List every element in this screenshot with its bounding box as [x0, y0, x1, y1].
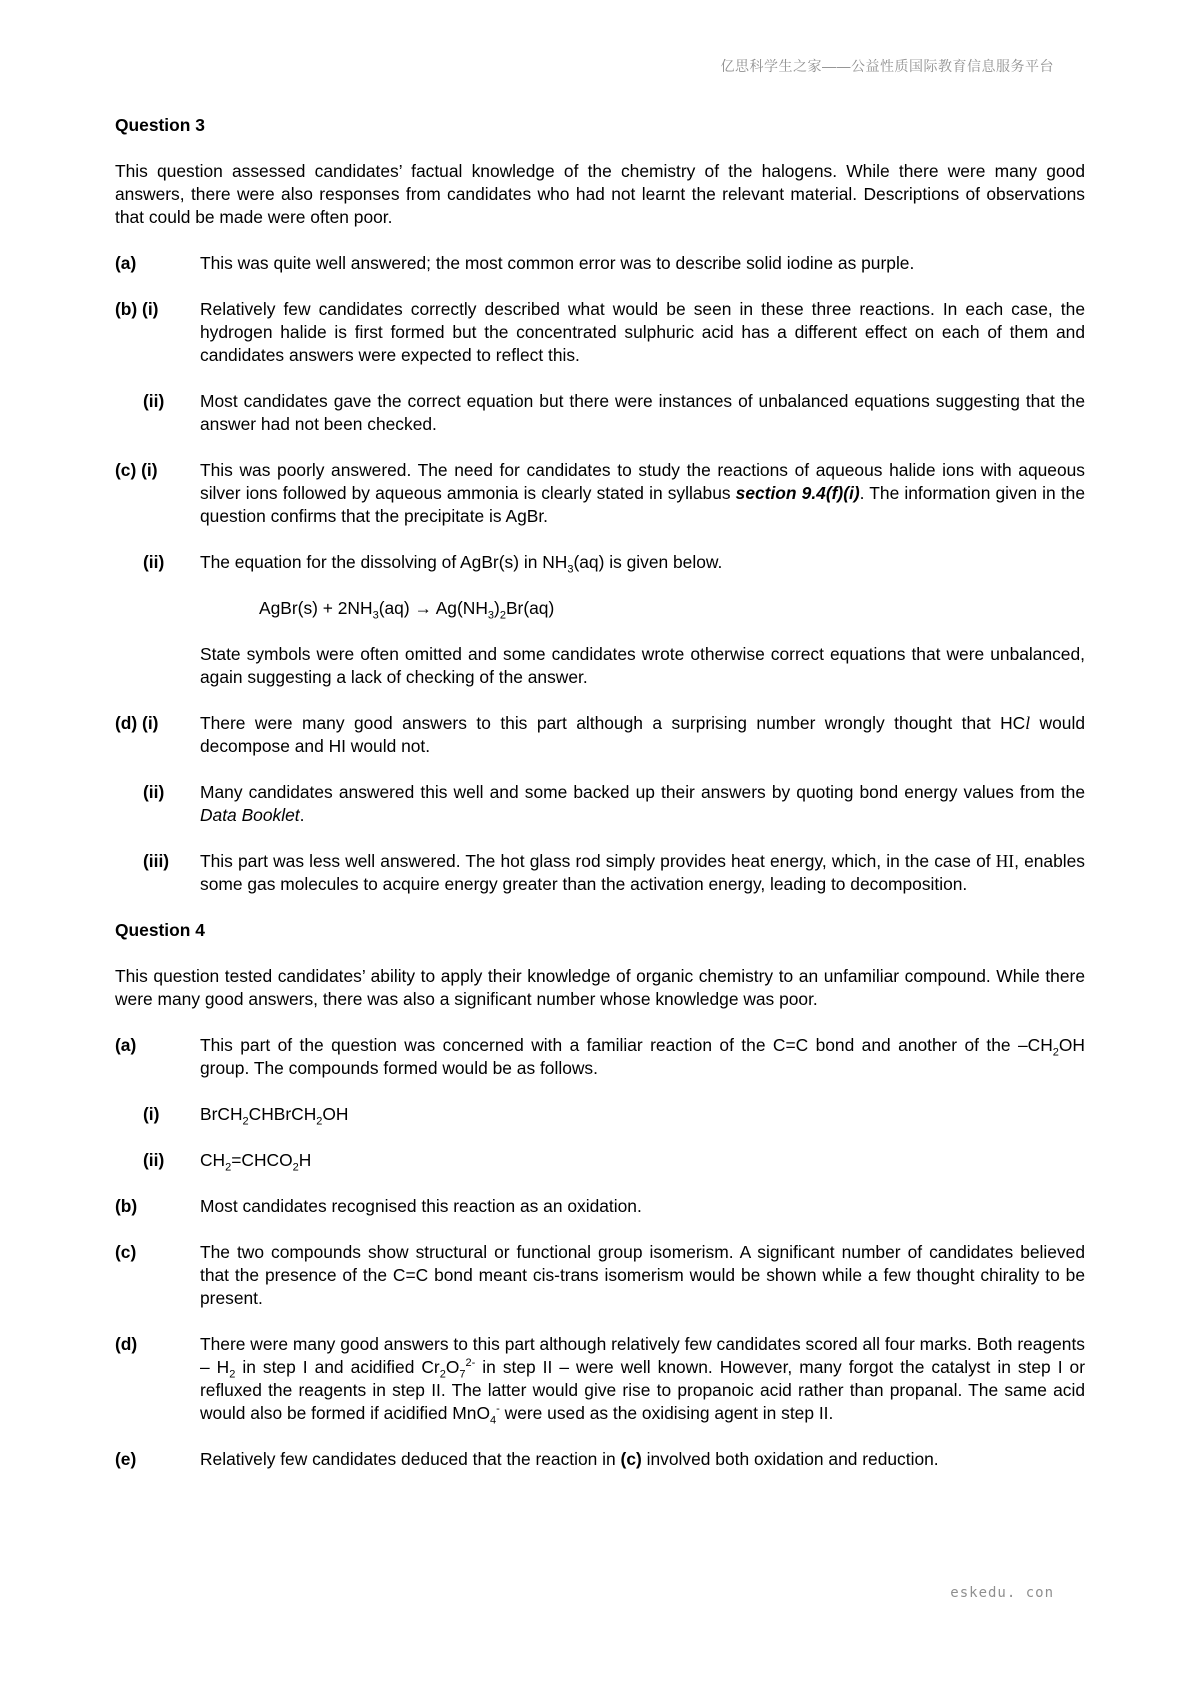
q3-c-ii-note: [115, 643, 1085, 689]
q4-part-c-label: (c): [115, 1242, 137, 1262]
q4-d-s4: 4: [490, 1414, 497, 1427]
q4-part-a-ii-formula: [200, 1149, 1085, 1172]
page-content: [115, 114, 1085, 1494]
footer-watermark: eskedu. con: [950, 1585, 1054, 1601]
data-booklet-reference: Data Booklet: [200, 805, 300, 825]
q4-part-a-ii-label: (ii): [143, 1150, 165, 1170]
question-4-title: Question 4: [115, 920, 205, 940]
question-3-intro: This question assessed candidates’ factual knowledge of the chemistry of the halogens. While there were many good answers, there were also responses from candidates who had not learnt the relevant material. Descriptions of observations that could be made were often poor.: [115, 161, 1085, 227]
q4-part-a-i-formula: [200, 1103, 1085, 1126]
q4-part-e: [115, 1448, 1085, 1471]
q3-c-i-text-2: . The information given in the question confirms that the precipitate is AgBr.: [200, 483, 1085, 526]
eq-part-b: (aq) → Ag(NH: [378, 598, 488, 618]
agbr-ammonia-equation: [259, 597, 1085, 620]
q3-part-c-i-text: [200, 459, 1085, 528]
q3-part-d-i-text: [200, 712, 1085, 758]
q4-d-t4: in step II – were well known. However, many forgot the catalyst in step I or refluxed the reagents in step II. The latter would give rise to propanoic acid rather than propanal. The same acid would also be formed if acidified MnO: [200, 1357, 1086, 1423]
q3-part-c-ii: [115, 551, 1085, 574]
question-4-intro: This question tested candidates’ ability to apply their knowledge of organic chemistry to an unfamiliar compound. While there were many good answers, there was also a significant number whose knowledge was poor.: [115, 966, 1085, 1009]
q4-a-t1: This part of the question was concerned with a familiar reaction of the C=C bond and another of the –CH: [200, 1035, 1053, 1055]
q4-e-ref: (c): [620, 1449, 642, 1469]
q4-d-s2: 2: [439, 1368, 446, 1381]
q4-part-e-text: [200, 1448, 1085, 1471]
q4-d-t5: were used as the oxidising agent in step II.: [499, 1403, 834, 1423]
q3-part-d-iii: [115, 850, 1085, 896]
q4-part-b-text: Most candidates recognised this reaction as an oxidation.: [200, 1196, 642, 1216]
q3-d-iii-t1: This part was less well answered. The hot glass rod simply provides heat energy, which, in the case of: [200, 851, 996, 871]
eq-part-a: AgBr(s) + 2NH: [259, 598, 373, 618]
eq-part-d: Br(aq): [505, 598, 555, 618]
q3-c-ii-s1: 3: [567, 563, 574, 576]
q4-part-a-ii: [115, 1149, 1085, 1172]
q3-d-ii-t2: .: [299, 805, 305, 825]
q3-d-iii-hi: HI: [995, 851, 1015, 871]
f1-s2: 2: [316, 1115, 323, 1128]
q4-d-s3: 7: [459, 1368, 466, 1381]
q4-d-t1: There were many good answers to this part although relatively few candidates scored all four marks. Both reagents – H: [200, 1334, 1085, 1377]
q3-c-ii-t2: (aq) is given below.: [573, 552, 723, 572]
q4-a-s1: 2: [1052, 1046, 1059, 1059]
q4-d-s1: 2: [229, 1368, 236, 1381]
q3-part-c-ii-text: [200, 551, 1085, 574]
q3-c-ii-t1: The equation for the dissolving of AgBr(s) in NH: [200, 552, 568, 572]
f2-p1: CH: [200, 1150, 226, 1170]
q3-part-a-label: (a): [115, 253, 137, 273]
f1-p1: BrCH: [200, 1104, 243, 1124]
f2-p3: H: [298, 1150, 312, 1170]
q4-part-a-i-label: (i): [143, 1104, 160, 1124]
eq-sub-3: 2: [499, 609, 506, 622]
q4-part-d: [115, 1333, 1085, 1425]
q3-part-b-ii-text: Most candidates gave the correct equation but there were instances of unbalanced equations suggesting that the answer had not been checked.: [200, 391, 1085, 434]
q3-part-c-i-label: (c) (i): [115, 460, 158, 480]
q4-e-t1: Relatively few candidates deduced that the reaction in: [200, 1449, 621, 1469]
q3-part-c-ii-label: (ii): [143, 552, 165, 572]
header-watermark: 亿思科学生之家——公益性质国际教育信息服务平台: [720, 58, 1054, 74]
q3-part-b-ii: [115, 390, 1085, 436]
q3-c-i-text-1: This was poorly answered. The need for candidates to study the reactions of aqueous halide ions with aqueous silver ions followed by aqueous ammonia is clearly stated in syllabus: [200, 460, 1085, 503]
q3-equation: [115, 597, 1085, 620]
q3-part-a: [115, 252, 1085, 275]
syllabus-reference: section 9.4(f)(i): [735, 483, 860, 503]
q4-d-sup1: 2-: [465, 1357, 476, 1370]
f1-s1: 2: [242, 1115, 249, 1128]
q4-part-a-text: [200, 1034, 1085, 1080]
q4-part-c: [115, 1241, 1085, 1310]
q3-d-iii-t2: , enables some gas molecules to acquire energy greater than the activation energy, leading to decomposition.: [200, 851, 1085, 894]
q3-d-i-italic-l: l: [1025, 713, 1031, 733]
q4-d-sup2: -: [496, 1403, 500, 1416]
q3-part-b-i-label: (b) (i): [115, 299, 159, 319]
q4-part-e-label: (e): [115, 1449, 137, 1469]
q4-part-b: [115, 1195, 1085, 1218]
q3-part-b-i-text: Relatively few candidates correctly described what would be seen in these three reactions. In each case, the hydrogen halide is first formed but the concentrated sulphuric acid has a different effect on each of them and candidates answers were expected to reflect this.: [200, 299, 1085, 365]
q4-d-t3: O: [445, 1357, 460, 1377]
q3-part-b-ii-label: (ii): [143, 391, 165, 411]
q3-part-d-i-label: (d) (i): [115, 713, 159, 733]
q3-part-a-text: This was quite well answered; the most common error was to describe solid iodine as purple.: [200, 253, 915, 273]
f1-p3: OH: [322, 1104, 349, 1124]
f2-p2: =CHCO: [231, 1150, 293, 1170]
q3-part-d-iii-label: (iii): [143, 851, 170, 871]
q3-part-c-i: [115, 459, 1085, 528]
q4-a-t2: OH group. The compounds formed would be as follows.: [200, 1035, 1085, 1078]
q3-part-d-i: [115, 712, 1085, 758]
q4-e-t2: involved both oxidation and reduction.: [641, 1449, 939, 1469]
q4-part-a: [115, 1034, 1085, 1080]
q3-part-d-ii-text: [200, 781, 1085, 827]
q4-d-t2: in step I and acidified Cr: [235, 1357, 440, 1377]
f1-p2: CHBrCH: [248, 1104, 317, 1124]
q3-part-b-i: [115, 298, 1085, 367]
f2-s2: 2: [292, 1161, 299, 1174]
q4-part-d-label: (d): [115, 1334, 138, 1354]
q3-part-d-ii: [115, 781, 1085, 827]
q3-c-ii-note-text: State symbols were often omitted and some candidates wrote otherwise correct equations that were unbalanced, again suggesting a lack of checking of the answer.: [200, 644, 1085, 687]
q3-d-i-t2: would decompose and HI would not.: [200, 713, 1085, 756]
question-3-title: Question 3: [115, 115, 205, 135]
f2-s1: 2: [225, 1161, 232, 1174]
eq-sub-2: 3: [487, 609, 495, 622]
eq-sub-1: 3: [372, 609, 379, 622]
q4-part-a-label: (a): [115, 1035, 137, 1055]
q4-part-a-i: [115, 1103, 1085, 1126]
q4-part-b-label: (b): [115, 1196, 138, 1216]
q4-part-c-text: The two compounds show structural or functional group isomerism. A significant number of candidates believed that the presence of the C=C bond meant cis-trans isomerism would be shown while a few thought chirality to be present.: [200, 1242, 1085, 1308]
q3-part-d-ii-label: (ii): [143, 782, 165, 802]
q3-d-ii-t1: Many candidates answered this well and some backed up their answers by quoting bond energy values from the: [200, 782, 1085, 802]
q3-part-d-iii-text: [200, 850, 1085, 896]
eq-part-c: ): [494, 598, 500, 618]
q3-d-i-t1: There were many good answers to this part although a surprising number wrongly thought that HC: [200, 713, 1026, 733]
q4-part-d-text: [200, 1333, 1085, 1425]
